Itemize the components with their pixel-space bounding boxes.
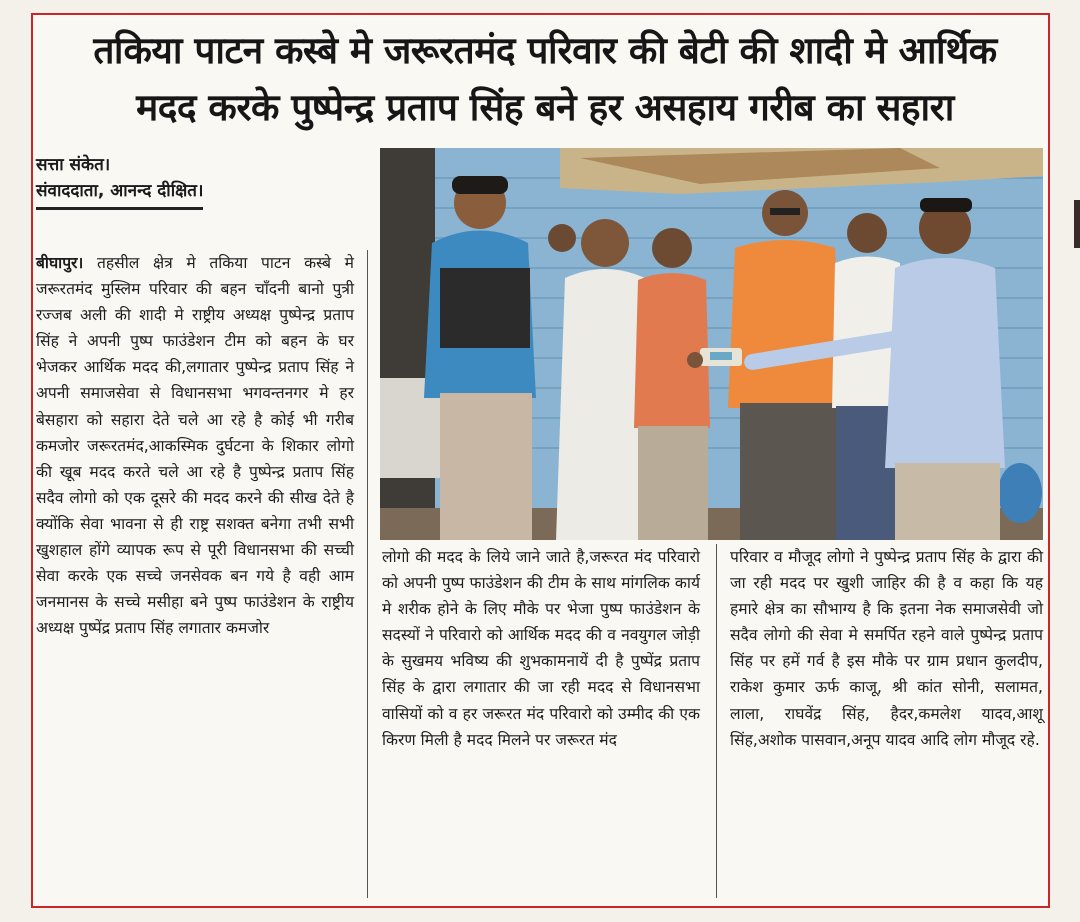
source-block bbox=[36, 152, 203, 210]
headline bbox=[50, 22, 1040, 136]
dateline: बीघापुर। bbox=[36, 254, 84, 272]
newspaper-name: सत्ता संकेत। bbox=[36, 155, 111, 175]
article-column-2: लोगो की मदद के लिये जाने जाते है,जरूरत मंद परिवारो को अपनी पुष्प फाउंडेशन की टीम के साथ मांगलिक कार्य मे शरीक होने के लिए मौके पर भेजा पुष्प फाउंडेशन के सदस्यों ने परिवारो को आर्थिक मदद की व नवयुगल जोड़ी के सुखमय भविष्य की शुभकामनायें दी है पुष्पेंद्र प्रताप सिंह के द्वारा लगातार की जा रही मदद से विधानसभा वासियों को व हर जरूरत मंद परिवारो को उम्मीद की एक किरण मिली है मदद मिलने पर जरूरत मंद bbox=[382, 548, 700, 749]
headline-line-2: मदद करके पुष्पेन्द्र प्रताप सिंह बने हर असहाय गरीब का सहारा bbox=[136, 86, 954, 129]
news-photo bbox=[380, 148, 1043, 540]
column-1-text: तहसील क्षेत्र मे तकिया पाटन कस्बे मे जरूरतमंद मुस्लिम परिवार की बहन चाँदनी बानो पुत्री रज्जब अली की शादी मे राष्ट्रीय अध्यक्ष पुष्पेन्द्र प्रताप सिंह ने अपनी पुष्प फाउंडेशन टीम को बहन के घर भेजकर आर्थिक मदद की,लगातार पुष्पेन्द्र प्रताप सिंह ने अपनी समाजसेवा से विधानसभा भगवन्तनगर मे हर बेसहारा को सहारा देते चले आ रहे है कोई भी गरीब कमजोर जरूरतमंद,आकस्मिक दुर्घटना के शिकार लोगो की खूब मदद करते चले आ रहे है पुष्पेन्द्र प्रताप सिंह सदैव लोगो को एक दूसरे की मदद करने की सीख देते है क्योंकि सेवा भावना से ही राष्ट्र सशक्त बनेगा तभी सभी खुशहाल होंगे व्यापक रूप से पूरी विधानसभा की सच्ची सेवा करके एक सच्चे जनसेवक बन गये है वही आम जनमानस के सच्चे मसीहा बने पुष्प फाउंडेशन के राष्ट्रीय अध्यक्ष पुष्पेंद्र प्रताप सिंह लगातार कमजोर bbox=[36, 254, 354, 638]
column-divider bbox=[716, 544, 717, 898]
article-column-3: परिवार व मौजूद लोगो ने पुष्पेन्द्र प्रताप सिंह के द्वारा की जा रही मदद पर खुशी जाहिर की है व कहा कि यह हमारे क्षेत्र का सौभाग्य है कि इतना नेक समाजसेवी जो सदैव लोगो की सेवा मे समर्पित रहने वाले पुष्पेन्द्र प्रताप सिंह पर हमें गर्व है इस मौके पर ग्राम प्रधान कुलदीप, राकेश कुमार ऊर्फ काजू, श्री कांत सोनी, सलामत, लाला, राघवेंद्र सिंह, हैदर,कमलेश यादव,आशू सिंह,अशोक पासवान,अनूप यादव आदि लोग मौजूद रहे. bbox=[730, 548, 1043, 749]
article-column-1 bbox=[36, 250, 354, 641]
headline-line-1: तकिया पाटन कस्बे मे जरूरतमंद परिवार की बेटी की शादी मे आर्थिक bbox=[93, 29, 997, 72]
byline: संवाददाता, आनन्द दीक्षित। bbox=[36, 181, 204, 201]
column-divider bbox=[367, 250, 368, 898]
group-photo-illustration bbox=[380, 148, 1043, 540]
edge-mark bbox=[1074, 200, 1080, 248]
